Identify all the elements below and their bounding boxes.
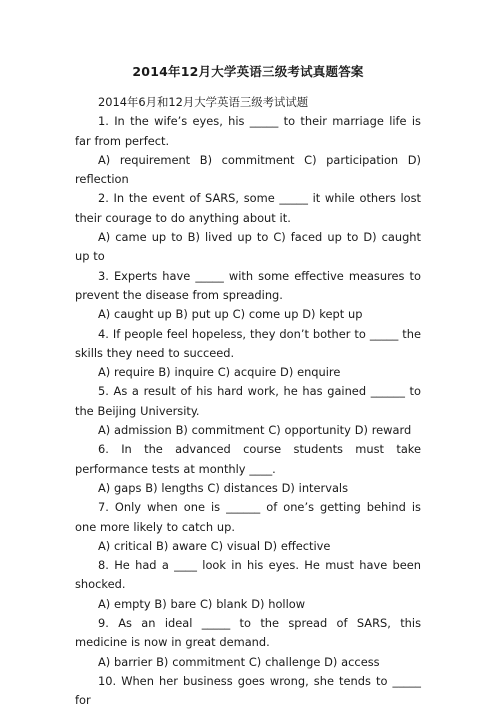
question-stem-4: 4. If people feel hopeless, they don’t bother to _____ the skills they need to succeed. — [75, 326, 421, 360]
question-options-5: A) admission B) commitment C) opportunity D) reward — [98, 423, 412, 438]
question-stem-2: 2. In the event of SARS, some _____ it while others lost their courage to do anything about it. — [75, 191, 421, 225]
document-subtitle: 2014年6月和12月大学英语三级考试试题 — [98, 95, 309, 109]
document-body — [75, 93, 421, 711]
question-stem-9: 9. As an ideal _____ to the spread of SARS, this medicine is now in great demand. — [75, 616, 421, 650]
question-options-8: A) empty B) bare C) blank D) hollow — [98, 596, 306, 611]
question-stem-1: 1. In the wife’s eyes, his _____ to their marriage life is far from perfect. — [75, 114, 421, 148]
question-options-2: A) came up to B) lived up to C) faced up to D) caught up to — [75, 230, 421, 264]
question-options-1: A) requirement B) commitment C) participation D) reflection — [75, 152, 421, 187]
question-options-3: A) caught up B) put up C) come up D) kept up — [98, 307, 363, 322]
question-options-7: A) critical B) aware C) visual D) effective — [98, 538, 331, 553]
question-options-4: A) require B) inquire C) acquire D) enquire — [98, 365, 341, 380]
question-options-6: A) gaps B) lengths C) distances D) intervals — [98, 480, 349, 495]
question-stem-3: 3. Experts have _____ with some effective measures to prevent the disease from spreading. — [75, 268, 421, 302]
question-stem-5: 5. As a result of his hard work, he has gained ______ to the Beijing University. — [75, 384, 421, 418]
question-stem-10-partial: 10. When her business goes wrong, she tends to _____ for — [75, 673, 421, 708]
page-title: 2014年12月大学英语三级考试真题答案 — [132, 64, 364, 79]
question-stem-6: 6. In the advanced course students must take performance tests at monthly ____. — [75, 442, 421, 476]
question-stem-7: 7. Only when one is ______ of one’s getting behind is one more likely to catch up. — [75, 500, 421, 534]
question-options-9: A) barrier B) commitment C) challenge D) access — [98, 654, 380, 669]
question-stem-8: 8. He had a ____ look in his eyes. He must have been shocked. — [75, 558, 421, 592]
